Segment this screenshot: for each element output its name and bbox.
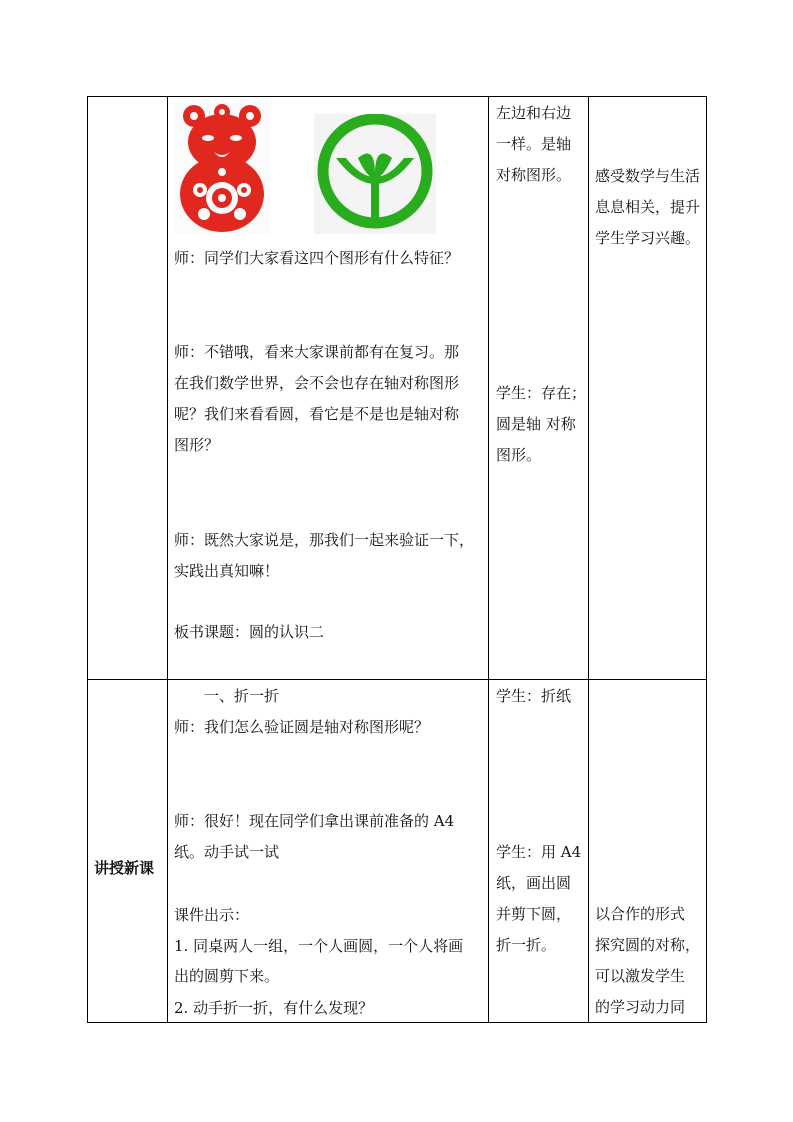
intent-line: 的学习动力同	[595, 998, 686, 1016]
teacher-line: 师：我们怎么验证圆是轴对称图形呢？	[174, 718, 430, 736]
student-line: 圆是轴 对称	[496, 415, 576, 433]
column-divider	[167, 97, 168, 1022]
teacher-line: 出的圆剪下来。	[174, 967, 280, 985]
student-line: 纸，画出圆	[496, 874, 572, 892]
teacher-line: 2. 动手折一折，有什么发现？	[174, 999, 374, 1017]
teacher-line: 图形？	[174, 436, 220, 454]
teacher-line: 1. 同桌两人一组，一个人画圆，一个人将画	[174, 937, 464, 955]
teacher-line: 呢？我们来看看圆，看它是不是也是轴对称	[174, 405, 460, 423]
student-line: 图形。	[496, 446, 542, 464]
teacher-line: 师：不错哦，看来大家课前都有在复习。那	[174, 343, 460, 361]
teacher-line: 师：同学们大家看这四个图形有什么特征？	[174, 249, 460, 267]
green-logo-image	[314, 114, 436, 234]
row-divider	[88, 679, 706, 680]
intent-line: 息息相关，提升	[595, 198, 701, 216]
student-line: 学生：折纸	[496, 687, 572, 705]
teacher-line: 板书课题：圆的认识二	[174, 623, 325, 641]
student-line: 折一折。	[496, 936, 557, 954]
column-divider	[588, 97, 589, 1022]
intent-line: 探究圆的对称，	[595, 936, 701, 954]
papercut-doll-image	[174, 102, 270, 234]
teacher-line: 一、折一折	[204, 687, 280, 705]
student-line: 学生：存在；	[496, 384, 587, 402]
intent-line: 感受数学与生活	[595, 167, 701, 185]
intent-line: 可以激发学生	[595, 967, 686, 985]
column-divider	[488, 97, 489, 1022]
intent-line: 以合作的形式	[595, 905, 686, 923]
teacher-line: 师：既然大家说是，那我们一起来验证一下，	[174, 531, 475, 549]
intent-line: 学生学习兴趣。	[595, 229, 701, 247]
teacher-line: 课件出示：	[174, 906, 250, 924]
teacher-line: 在我们数学世界，会不会也存在轴对称图形	[174, 374, 460, 392]
student-line: 学生：用 A4	[496, 843, 582, 861]
teacher-line: 纸。动手试一试	[174, 843, 280, 861]
student-line: 一样。是轴	[496, 135, 572, 153]
section-label: 讲授新课	[94, 859, 155, 877]
teacher-line: 实践出真知嘛！	[174, 562, 280, 580]
teacher-line: 师：很好！现在同学们拿出课前准备的 A4	[174, 812, 455, 830]
student-line: 并剪下圆，	[496, 905, 572, 923]
student-line: 左边和右边	[496, 104, 572, 122]
student-line: 对称图形。	[496, 166, 572, 184]
